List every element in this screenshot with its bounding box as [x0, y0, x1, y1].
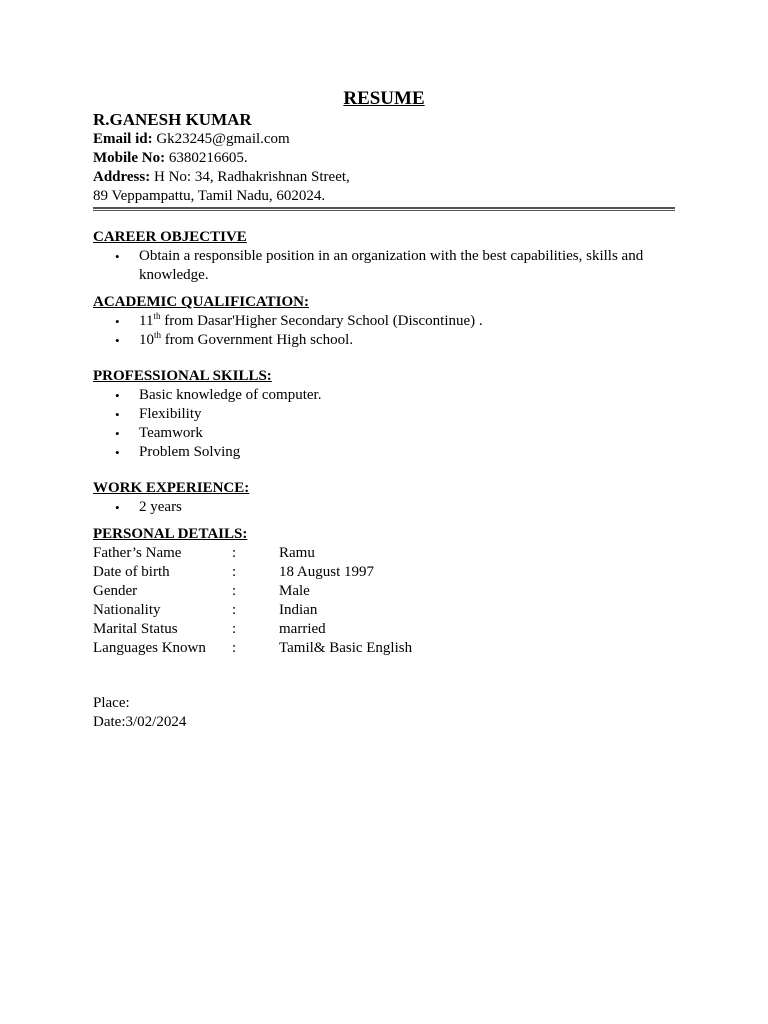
- details-label: Gender: [93, 583, 138, 599]
- academic-heading: ACADEMIC QUALIFICATION:: [93, 294, 309, 310]
- mobile-label: Mobile No:: [93, 150, 166, 166]
- address-value: H No: 34, Radhakrishnan Street,: [153, 169, 350, 185]
- bullet-icon: •: [115, 500, 120, 515]
- list-item-text: Problem Solving: [139, 444, 241, 460]
- list-item: [115, 498, 675, 517]
- place-line: Place:: [93, 695, 130, 711]
- details-value: married: [279, 621, 326, 637]
- document-title: RESUME: [343, 88, 425, 109]
- bullet-icon: •: [115, 407, 120, 422]
- details-row-marital-status: [93, 620, 675, 639]
- experience-list: [93, 498, 675, 517]
- bullet-icon: •: [115, 388, 120, 403]
- list-item-text: Flexibility: [139, 406, 202, 422]
- grade-number: 11: [139, 313, 154, 329]
- list-item: [115, 247, 675, 285]
- address-line: [93, 168, 675, 187]
- list-item-text: Teamwork: [139, 425, 203, 441]
- resume-content: [93, 88, 675, 732]
- mobile-value: 6380216605.: [168, 150, 248, 166]
- details-separator: :: [232, 583, 237, 599]
- list-item: [115, 330, 675, 350]
- date-line: Date:3/02/2024: [93, 714, 187, 730]
- personal-details-table: [93, 544, 675, 658]
- bullet-icon: •: [115, 249, 120, 264]
- details-value: Ramu: [279, 545, 315, 561]
- details-label: Nationality: [93, 602, 161, 618]
- candidate-name: R.GANESH KUMAR: [93, 110, 252, 129]
- bullet-icon: •: [115, 333, 120, 348]
- email-value: Gk23245@gmail.com: [156, 131, 290, 147]
- list-item: [115, 386, 675, 405]
- details-separator: :: [232, 640, 237, 656]
- details-label: Date of birth: [93, 564, 170, 580]
- list-item-text: from Dasar'Higher Secondary School (Discontinue) .: [164, 313, 483, 329]
- list-item-text: 2 years: [139, 499, 182, 515]
- details-separator: :: [232, 602, 237, 618]
- grade-suffix: th: [154, 330, 162, 340]
- address-label: Address:: [93, 169, 151, 185]
- details-row-dob: [93, 563, 675, 582]
- list-item-text: Obtain a responsible position in an organization with the best capabilities, skills and knowledge.: [139, 248, 644, 283]
- skills-list: [93, 386, 675, 462]
- list-item: [115, 405, 675, 424]
- list-item: [115, 424, 675, 443]
- experience-heading: WORK EXPERIENCE:: [93, 480, 250, 496]
- career-objective-heading: CAREER OBJECTIVE: [93, 229, 247, 245]
- details-label: Languages Known: [93, 640, 206, 656]
- career-objective-list: [93, 247, 675, 285]
- details-row-father: [93, 544, 675, 563]
- details-separator: :: [232, 564, 237, 580]
- personal-details-heading: PERSONAL DETAILS:: [93, 526, 248, 542]
- address-line-2: 89 Veppampattu, Tamil Nadu, 602024.: [93, 188, 326, 204]
- email-line: [93, 130, 675, 149]
- details-row-languages: [93, 639, 675, 658]
- email-label: Email id:: [93, 131, 153, 147]
- skills-heading: PROFESSIONAL SKILLS:: [93, 368, 272, 384]
- details-separator: :: [232, 545, 237, 561]
- details-value: 18 August 1997: [279, 564, 375, 580]
- grade-number: 10: [139, 332, 154, 348]
- details-value: Male: [279, 583, 310, 599]
- details-row-nationality: [93, 601, 675, 620]
- academic-list: [93, 312, 675, 350]
- details-label: Marital Status: [93, 621, 178, 637]
- details-label: Father’s Name: [93, 545, 182, 561]
- bullet-icon: •: [115, 314, 120, 329]
- list-item: [115, 311, 675, 331]
- details-value: Tamil& Basic English: [279, 640, 413, 656]
- bullet-icon: •: [115, 426, 120, 441]
- list-item-text: Basic knowledge of computer.: [139, 387, 322, 403]
- details-value: Indian: [279, 602, 318, 618]
- grade-suffix: th: [153, 311, 161, 321]
- bullet-icon: •: [115, 445, 120, 460]
- list-item-text: from Government High school.: [161, 332, 354, 348]
- list-item: [115, 443, 675, 462]
- details-separator: :: [232, 621, 237, 637]
- details-row-gender: [93, 582, 675, 601]
- mobile-line: [93, 149, 675, 168]
